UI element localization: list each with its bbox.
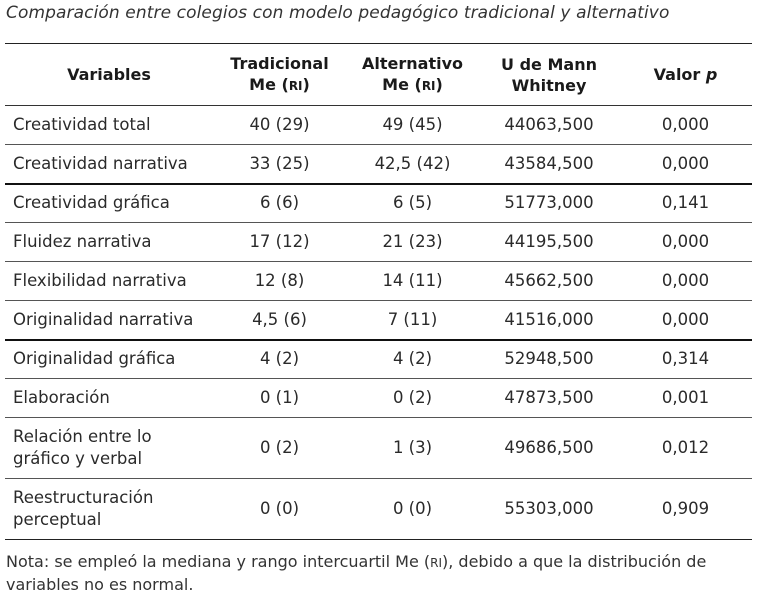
table-row [5,262,752,301]
cell-tradicional: 40 (29) [213,106,346,145]
table-row [5,301,752,340]
cell-valor-p: 0,012 [619,418,752,479]
table-note: Nota: se empleó la mediana y rango intercuartil Me (RI), debido a que la distribución de variables no es normal. [6,552,707,594]
cell-tradicional: 0 (2) [213,418,346,479]
table-caption: Comparación entre colegios con modelo pedagógico tradicional y alternativo [6,3,670,23]
table-row [5,479,752,540]
cell-valor-p: 0,909 [619,479,752,540]
cell-mann-whitney: 45662,500 [479,262,619,301]
cell-tradicional: 4 (2) [213,340,346,379]
cell-alternativo: 49 (45) [346,106,479,145]
cell-variable: Creatividad total [5,106,213,145]
header-valor-p: Valor p [619,44,752,106]
cell-valor-p: 0,000 [619,145,752,184]
cell-alternativo: 7 (11) [346,301,479,340]
cell-variable: Flexibilidad narrativa [5,262,213,301]
cell-valor-p: 0,000 [619,106,752,145]
header-alternativo: Alternativo Me (RI) [346,44,479,106]
cell-mann-whitney: 43584,500 [479,145,619,184]
cell-valor-p: 0,000 [619,223,752,262]
cell-mann-whitney: 52948,500 [479,340,619,379]
header-mann-whitney: U de Mann Whitney [479,44,619,106]
cell-alternativo: 4 (2) [346,340,479,379]
cell-variable: Reestructuración perceptual [5,479,213,540]
cell-valor-p: 0,000 [619,262,752,301]
table-row [5,379,752,418]
cell-variable: Originalidad narrativa [5,301,213,340]
cell-tradicional: 17 (12) [213,223,346,262]
cell-mann-whitney: 44195,500 [479,223,619,262]
cell-variable: Relación entre lo gráfico y verbal [5,418,213,479]
cell-variable: Creatividad narrativa [5,145,213,184]
cell-alternativo: 6 (5) [346,184,479,223]
table-row [5,418,752,479]
header-variables: Variables [5,44,213,106]
cell-alternativo: 14 (11) [346,262,479,301]
cell-mann-whitney: 51773,000 [479,184,619,223]
cell-valor-p: 0,001 [619,379,752,418]
header-tradicional: Tradicional Me (RI) [213,44,346,106]
cell-tradicional: 0 (1) [213,379,346,418]
cell-mann-whitney: 47873,500 [479,379,619,418]
cell-mann-whitney: 49686,500 [479,418,619,479]
cell-mann-whitney: 41516,000 [479,301,619,340]
cell-tradicional: 0 (0) [213,479,346,540]
table-row [5,145,752,184]
header-row [5,44,752,106]
cell-alternativo: 21 (23) [346,223,479,262]
table-row [5,106,752,145]
cell-tradicional: 6 (6) [213,184,346,223]
cell-alternativo: 42,5 (42) [346,145,479,184]
table-row [5,184,752,223]
cell-variable: Elaboración [5,379,213,418]
cell-tradicional: 4,5 (6) [213,301,346,340]
cell-alternativo: 1 (3) [346,418,479,479]
cell-alternativo: 0 (2) [346,379,479,418]
cell-alternativo: 0 (0) [346,479,479,540]
cell-tradicional: 12 (8) [213,262,346,301]
comparison-table [5,43,752,540]
table-row [5,223,752,262]
cell-valor-p: 0,000 [619,301,752,340]
cell-tradicional: 33 (25) [213,145,346,184]
table-row [5,340,752,379]
cell-mann-whitney: 55303,000 [479,479,619,540]
cell-variable: Creatividad gráfica [5,184,213,223]
cell-valor-p: 0,314 [619,340,752,379]
cell-valor-p: 0,141 [619,184,752,223]
cell-variable: Fluidez narrativa [5,223,213,262]
cell-variable: Originalidad gráfica [5,340,213,379]
cell-mann-whitney: 44063,500 [479,106,619,145]
